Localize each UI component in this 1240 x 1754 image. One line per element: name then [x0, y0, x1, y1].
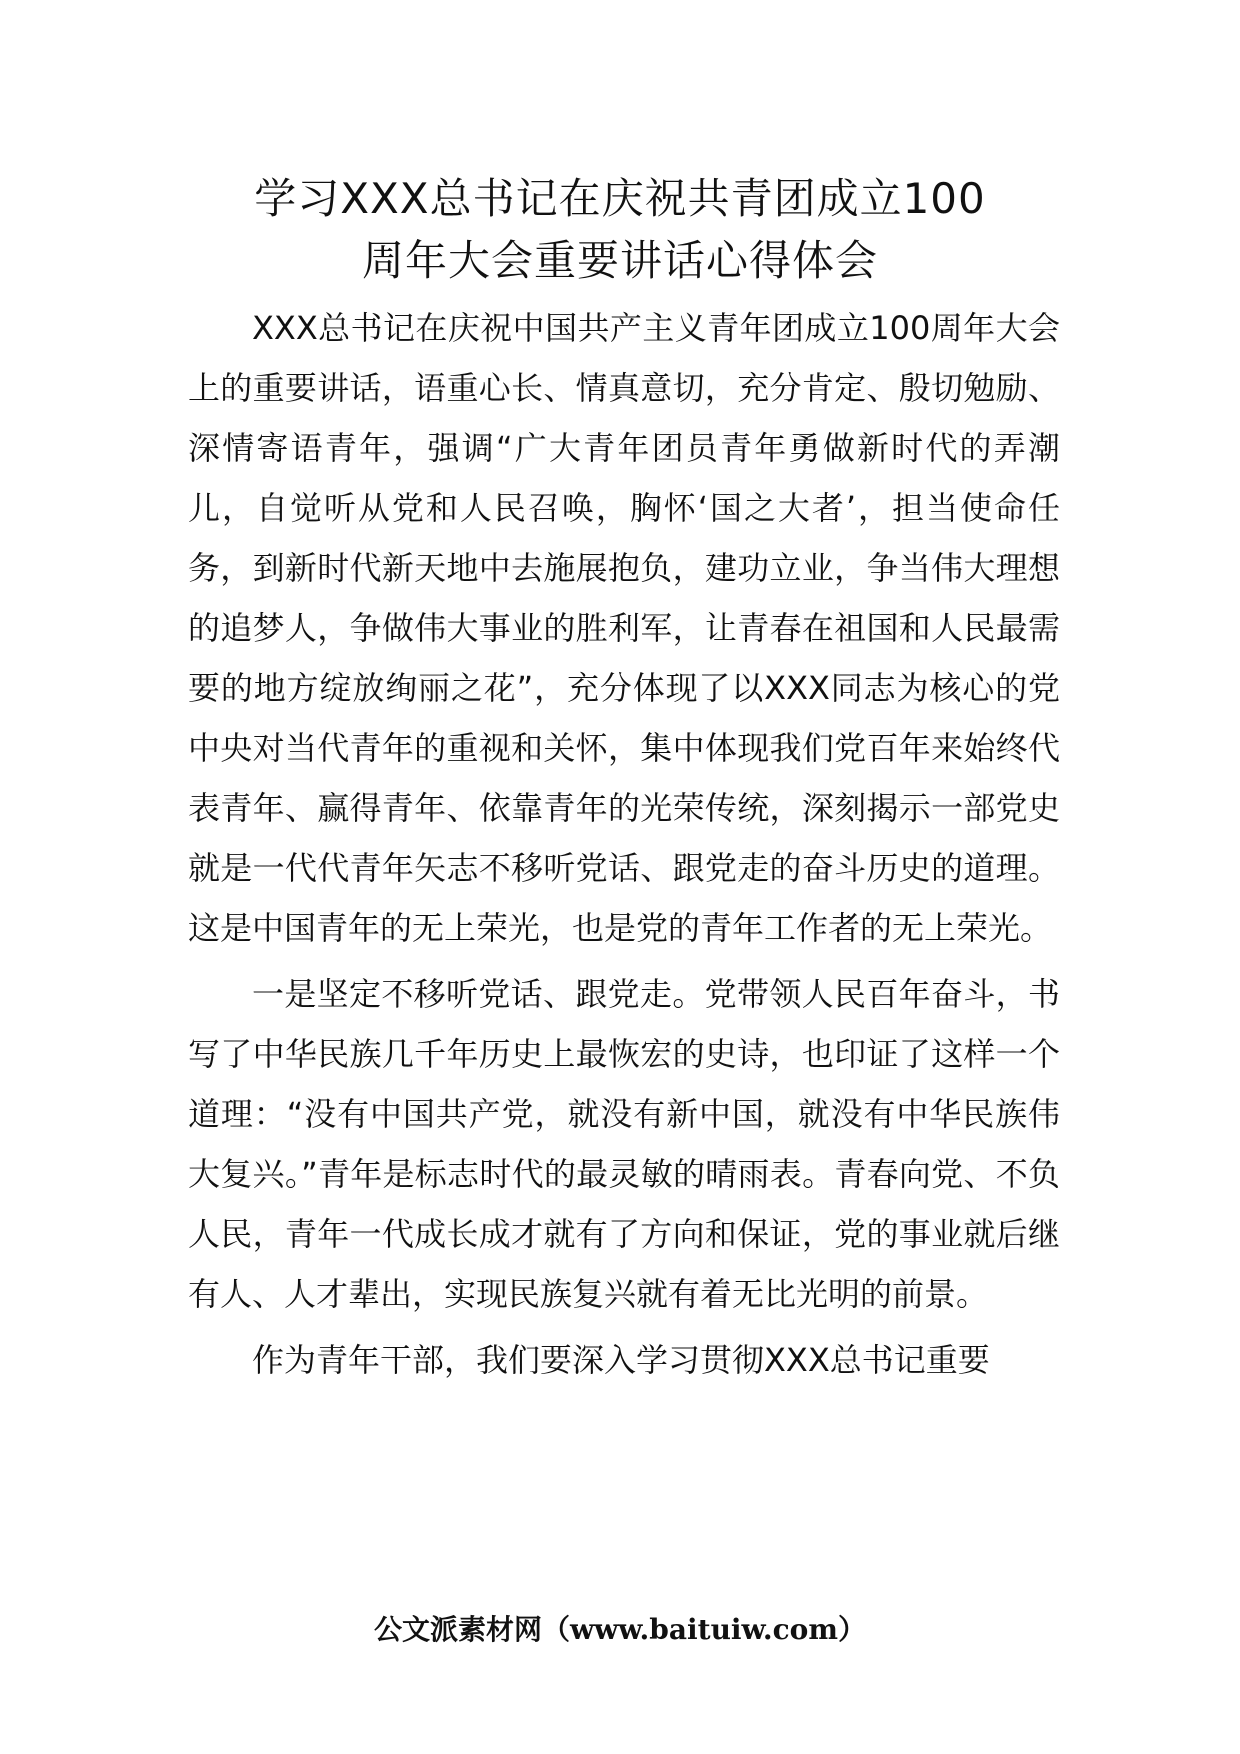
paragraph-point-one: 一是坚定不移听党话、跟党走。党带领人民百年奋斗，书写了中华民族几千年历史上最恢宏的史诗，也印证了这样一个道理：“没有中国共产党，就没有新中国，就没有中华民族伟大复兴。”青年是标志时代的最灵敏的晴雨表。青春向党、不负人民，青年一代成长成才就有了方向和保证，党的事业就后继有人、人才辈出，实现民族复兴就有着无比光明的前景。: [188, 975, 1060, 1313]
paragraph-intro: XXX总书记在庆祝中国共产主义青年团成立100周年大会上的重要讲话，语重心长、情真意切，充分肯定、殷切勉励、深情寄语青年，强调“广大青年团员青年勇做新时代的弄潮儿，自觉听从党和人民召唤，胸怀‘国之大者’，担当使命任务，到新时代新天地中去施展抱负，建功立业，争当伟大理想的追梦人，争做伟大事业的胜利军，让青春在祖国和人民最需要的地方绽放绚丽之花”，充分体现了以XXX同志为核心的党中央对当代青年的重视和关怀，集中体现我们党百年来始终代表青年、赢得青年、依靠青年的光荣传统，深刻揭示一部党史就是一代代青年矢志不移听党话、跟党走的奋斗历史的道理。这是中国青年的无上荣光，也是党的青年工作者的无上荣光。: [188, 309, 1060, 947]
document-title: [150, 168, 1090, 292]
footer-watermark: 公文派素材网（www.baituiw.com）: [374, 1613, 866, 1646]
title-line-2: 周年大会重要讲话心得体会: [361, 236, 878, 285]
document-body: [188, 298, 1060, 1390]
paragraph-youth-cadres: 作为青年干部，我们要深入学习贯彻XXX总书记重要: [252, 1341, 990, 1379]
title-line-1: 学习XXX总书记在庆祝共青团成立100: [254, 174, 986, 223]
